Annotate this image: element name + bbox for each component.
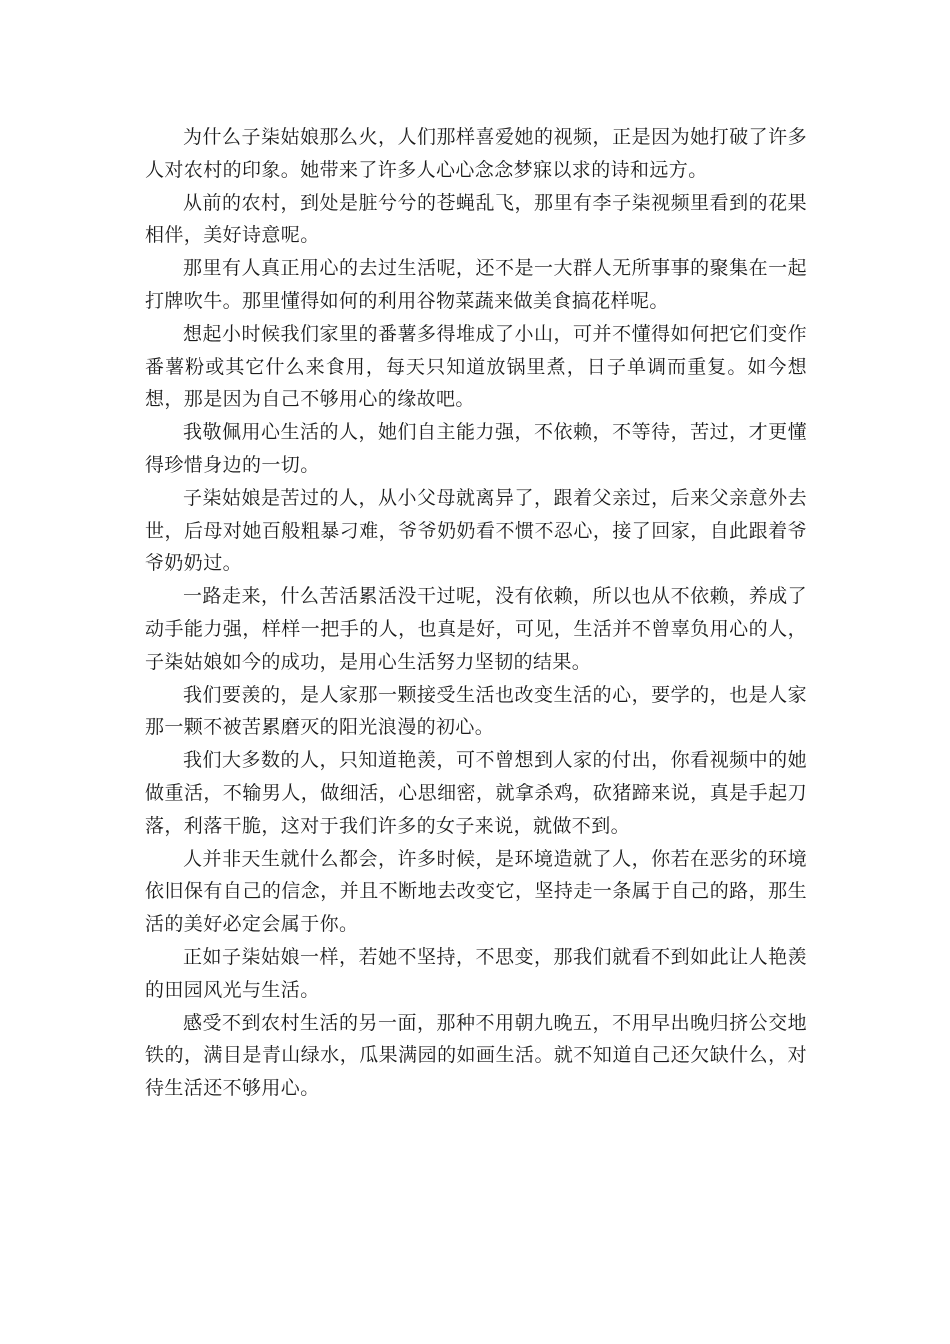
article-body bbox=[145, 121, 807, 1105]
paragraph: 我敬佩用心生活的人，她们自主能力强，不依赖，不等待，苦过，才更懂得珍惜身边的一切。 bbox=[145, 421, 807, 476]
paragraph: 为什么子柒姑娘那么火，人们那样喜爱她的视频，正是因为她打破了许多人对农村的印象。她带来了许多人心心念念梦寐以求的诗和远方。 bbox=[145, 126, 807, 181]
paragraph: 感受不到农村生活的另一面，那种不用朝九晚五，不用早出晚归挤公交地铁的，满目是青山绿水，瓜果满园的如画生活。就不知道自己还欠缺什么，对待生活还不够用心。 bbox=[145, 1011, 807, 1100]
paragraph: 从前的农村，到处是脏兮兮的苍蝇乱飞，那里有李子柒视频里看到的花果相伴，美好诗意呢。 bbox=[145, 191, 807, 247]
paragraph: 我们大多数的人，只知道艳羡，可不曾想到人家的付出，你看视频中的她做重活，不输男人，做细活，心思细密，就拿杀鸡，砍猪蹄来说，真是手起刀落，利落干脆，这对于我们许多的女子来说，就做不到。 bbox=[145, 749, 807, 837]
paragraph: 正如子柒姑娘一样，若她不坚持，不思变，那我们就看不到如此让人艳羡的田园风光与生活。 bbox=[145, 945, 807, 1001]
paragraph: 那里有人真正用心的去过生活呢，还不是一大群人无所事事的聚集在一起打牌吹牛。那里懂得如何的利用谷物菜蔬来做美食搞花样呢。 bbox=[145, 257, 807, 312]
paragraph: 想起小时候我们家里的番薯多得堆成了小山，可并不懂得如何把它们变作番薯粉或其它什么来食用，每天只知道放锅里煮，日子单调而重复。如今想想，那是因为自己不够用心的缘故吧。 bbox=[145, 322, 807, 411]
paragraph: 子柒姑娘是苦过的人，从小父母就离异了，跟着父亲过，后来父亲意外去世，后母对她百般粗暴刁难，爷爷奶奶看不惯不忍心，接了回家，自此跟着爷爷奶奶过。 bbox=[145, 486, 807, 575]
paragraph: 人并非天生就什么都会，许多时候，是环境造就了人，你若在恶劣的环境依旧保有自己的信念，并且不断地去改变它，坚持走一条属于自己的路，那生活的美好必定会属于你。 bbox=[145, 847, 807, 936]
paragraph: 一路走来，什么苦活累活没干过呢，没有依赖，所以也从不依赖，养成了动手能力强，样样一把手的人，也真是好，可见，生活并不曾辜负用心的人，子柒姑娘如今的成功，是用心生活努力坚韧的结果。 bbox=[145, 585, 807, 673]
paragraph: 我们要羡的，是人家那一颗接受生活也改变生活的心，要学的，也是人家那一颗不被苦累磨灭的阳光浪漫的初心。 bbox=[145, 683, 807, 739]
